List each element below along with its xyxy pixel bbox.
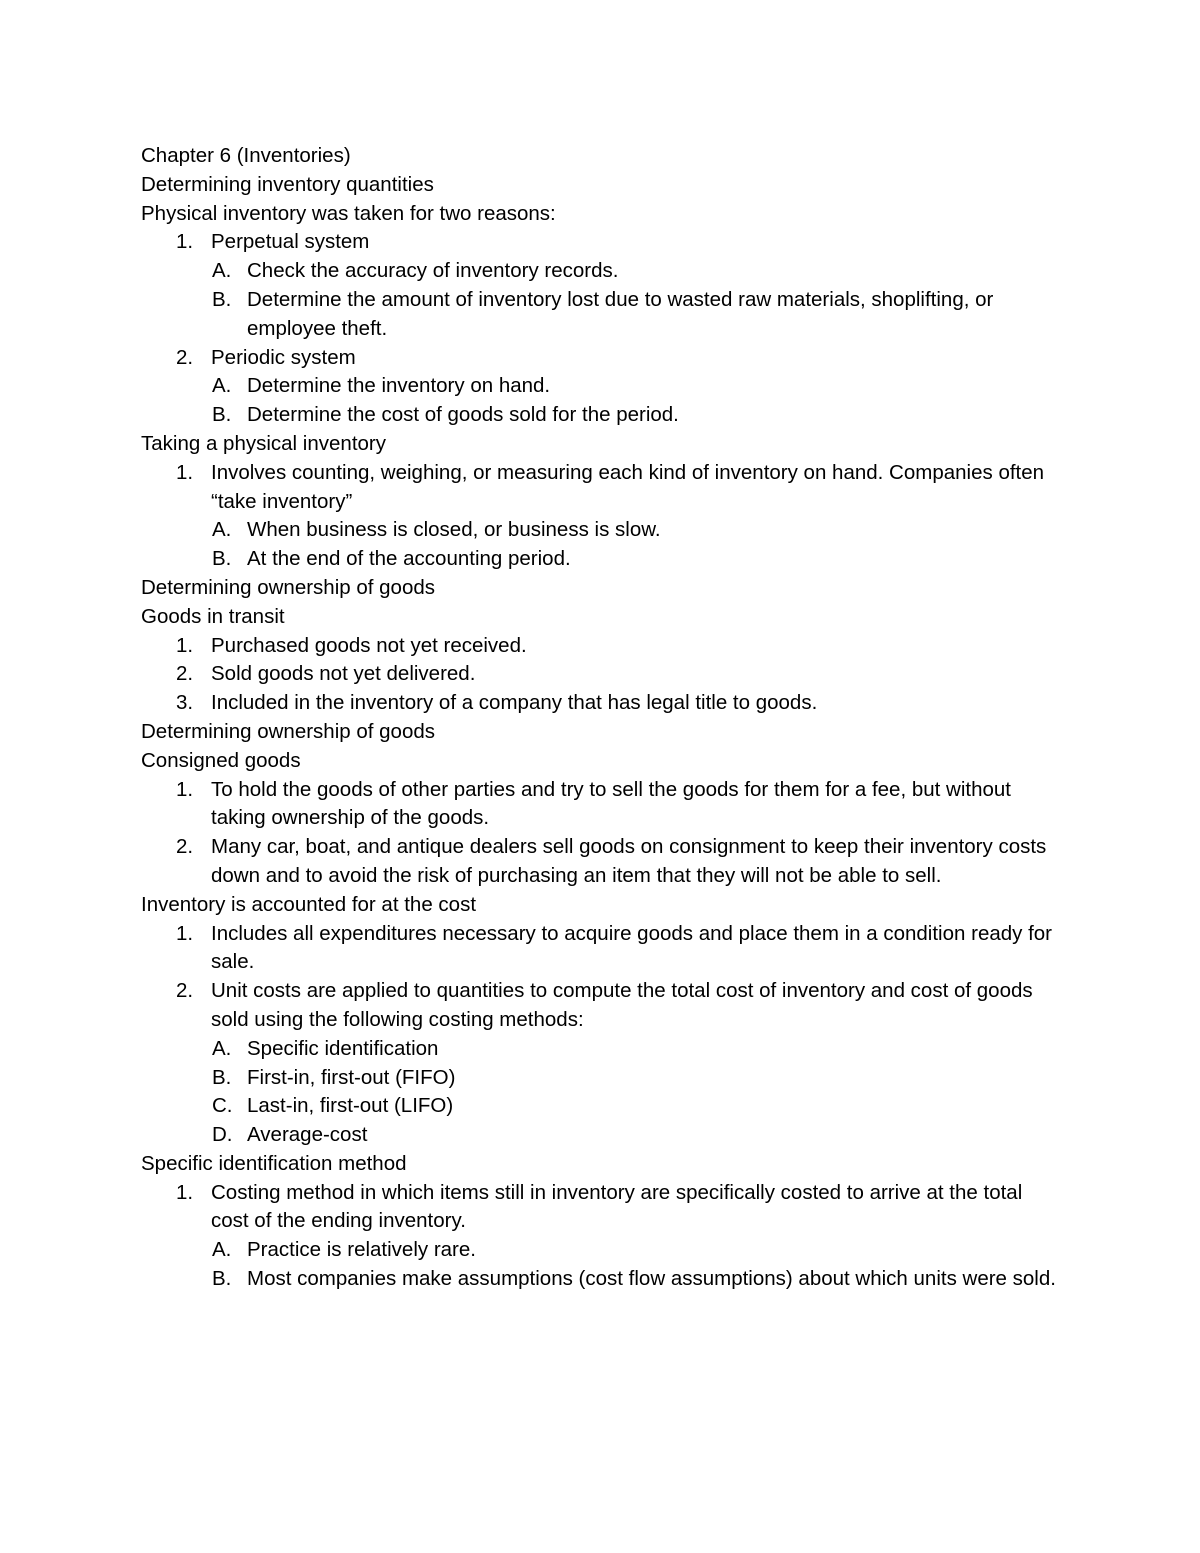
document-body — [141, 142, 1061, 1294]
sub-list-item — [141, 1121, 1061, 1150]
sub-list-marker: A. — [212, 518, 232, 542]
list-item-text: Includes all expenditures necessary to acquire goods and place them in a condition ready for sale. — [211, 921, 1053, 974]
list-item — [141, 660, 1061, 689]
list-marker: 1. — [176, 230, 194, 254]
sub-list-item-text: Practice is relatively rare. — [247, 1238, 476, 1262]
sub-list-marker: A. — [212, 1238, 232, 1262]
sub-list-marker: C. — [212, 1094, 233, 1118]
section-subheading: Consigned goods — [141, 748, 301, 772]
list-marker: 1. — [176, 1180, 194, 1204]
list-marker: 1. — [176, 777, 194, 801]
list-item-text: Costing method in which items still in inventory are specifically costed to arrive at the total cost of the ending inventory. — [211, 1180, 1023, 1233]
list-item-text: Included in the inventory of a company that has legal title to goods. — [211, 691, 818, 715]
list-item-text: Sold goods not yet delivered. — [211, 662, 476, 686]
list-item — [141, 632, 1061, 661]
section-heading: Specific identification method — [141, 1151, 407, 1175]
sub-list-marker: B. — [212, 547, 232, 571]
sub-list-item — [141, 1035, 1061, 1064]
list-item — [141, 1179, 1061, 1237]
sub-list-marker: B. — [212, 403, 232, 427]
sub-list-item — [141, 545, 1061, 574]
section-heading: Determining ownership of goods — [141, 575, 435, 599]
list-marker: 1. — [176, 460, 194, 484]
sub-list-marker: A. — [212, 259, 232, 283]
sub-list-item-text: Determine the inventory on hand. — [247, 374, 551, 398]
list-item-text: Unit costs are applied to quantities to compute the total cost of inventory and cost of goods sold using the following costing methods: — [211, 979, 1033, 1031]
list-item — [141, 344, 1061, 373]
section-heading: Taking a physical inventory — [141, 431, 386, 455]
sub-list-marker: D. — [212, 1123, 233, 1147]
section-heading: Determining ownership of goods — [141, 719, 435, 743]
sub-list-item-text: Most companies make assumptions (cost flow assumptions) about which units were sold. — [247, 1267, 1056, 1291]
section-subheading: Physical inventory was taken for two reasons: — [141, 201, 556, 225]
list-item — [141, 776, 1061, 834]
sub-list-marker: A. — [212, 1036, 232, 1060]
sub-list-item-text: Average-cost — [247, 1123, 368, 1147]
sub-list-item-text: Determine the cost of goods sold for the period. — [247, 403, 679, 427]
sub-list-item-text: First-in, first-out (FIFO) — [247, 1065, 456, 1089]
list-marker: 2. — [176, 835, 194, 859]
list-marker: 1. — [176, 921, 194, 945]
sub-list-item — [141, 1092, 1061, 1121]
list-item-text: Many car, boat, and antique dealers sell goods on consignment to keep their inventory costs down and to avoid the risk of purchasing an item that they will not be able to sell. — [211, 835, 1047, 887]
sub-list-item — [141, 257, 1061, 286]
list-marker: 3. — [176, 691, 194, 715]
list-marker: 1. — [176, 633, 194, 657]
sub-list-item — [141, 372, 1061, 401]
sub-list-item — [141, 1265, 1061, 1294]
sub-list-marker: B. — [212, 1065, 232, 1089]
list-item-text: Involves counting, weighing, or measuring each kind of inventory on hand. Companies often “take inventory” — [211, 460, 1045, 513]
sub-list-item — [141, 401, 1061, 430]
sub-list-item-text: At the end of the accounting period. — [247, 547, 571, 571]
sub-list-item-text: Check the accuracy of inventory records. — [247, 259, 619, 283]
list-item — [141, 833, 1061, 891]
sub-list-item-text: When business is closed, or business is slow. — [247, 518, 661, 542]
sub-list-marker: B. — [212, 1267, 232, 1291]
list-item — [141, 977, 1061, 1035]
list-item-text: Purchased goods not yet received. — [211, 633, 527, 657]
list-item — [141, 228, 1061, 257]
section-heading: Determining inventory quantities — [141, 172, 434, 196]
list-item — [141, 920, 1061, 978]
list-item — [141, 689, 1061, 718]
sub-list-item-text: Last-in, first-out (LIFO) — [247, 1094, 454, 1118]
list-marker: 2. — [176, 979, 194, 1003]
section-heading: Inventory is accounted for at the cost — [141, 892, 477, 916]
list-item — [141, 459, 1061, 517]
sub-list-item — [141, 286, 1061, 344]
document-title: Chapter 6 (Inventories) — [141, 144, 351, 167]
list-item-text: Perpetual system — [211, 230, 370, 254]
list-item-text: Periodic system — [211, 345, 356, 369]
sub-list-marker: A. — [212, 374, 232, 398]
sub-list-item-text: Specific identification — [247, 1036, 439, 1060]
sub-list-item-text: Determine the amount of inventory lost due to wasted raw materials, shoplifting, or employee theft. — [247, 287, 994, 340]
sub-list-item — [141, 516, 1061, 545]
list-marker: 2. — [176, 662, 194, 686]
sub-list-marker: B. — [212, 287, 232, 311]
list-marker: 2. — [176, 345, 194, 369]
list-item-text: To hold the goods of other parties and try to sell the goods for them for a fee, but without taking ownership of the goods. — [211, 777, 1011, 830]
sub-list-item — [141, 1236, 1061, 1265]
section-subheading: Goods in transit — [141, 604, 285, 628]
sub-list-item — [141, 1064, 1061, 1093]
